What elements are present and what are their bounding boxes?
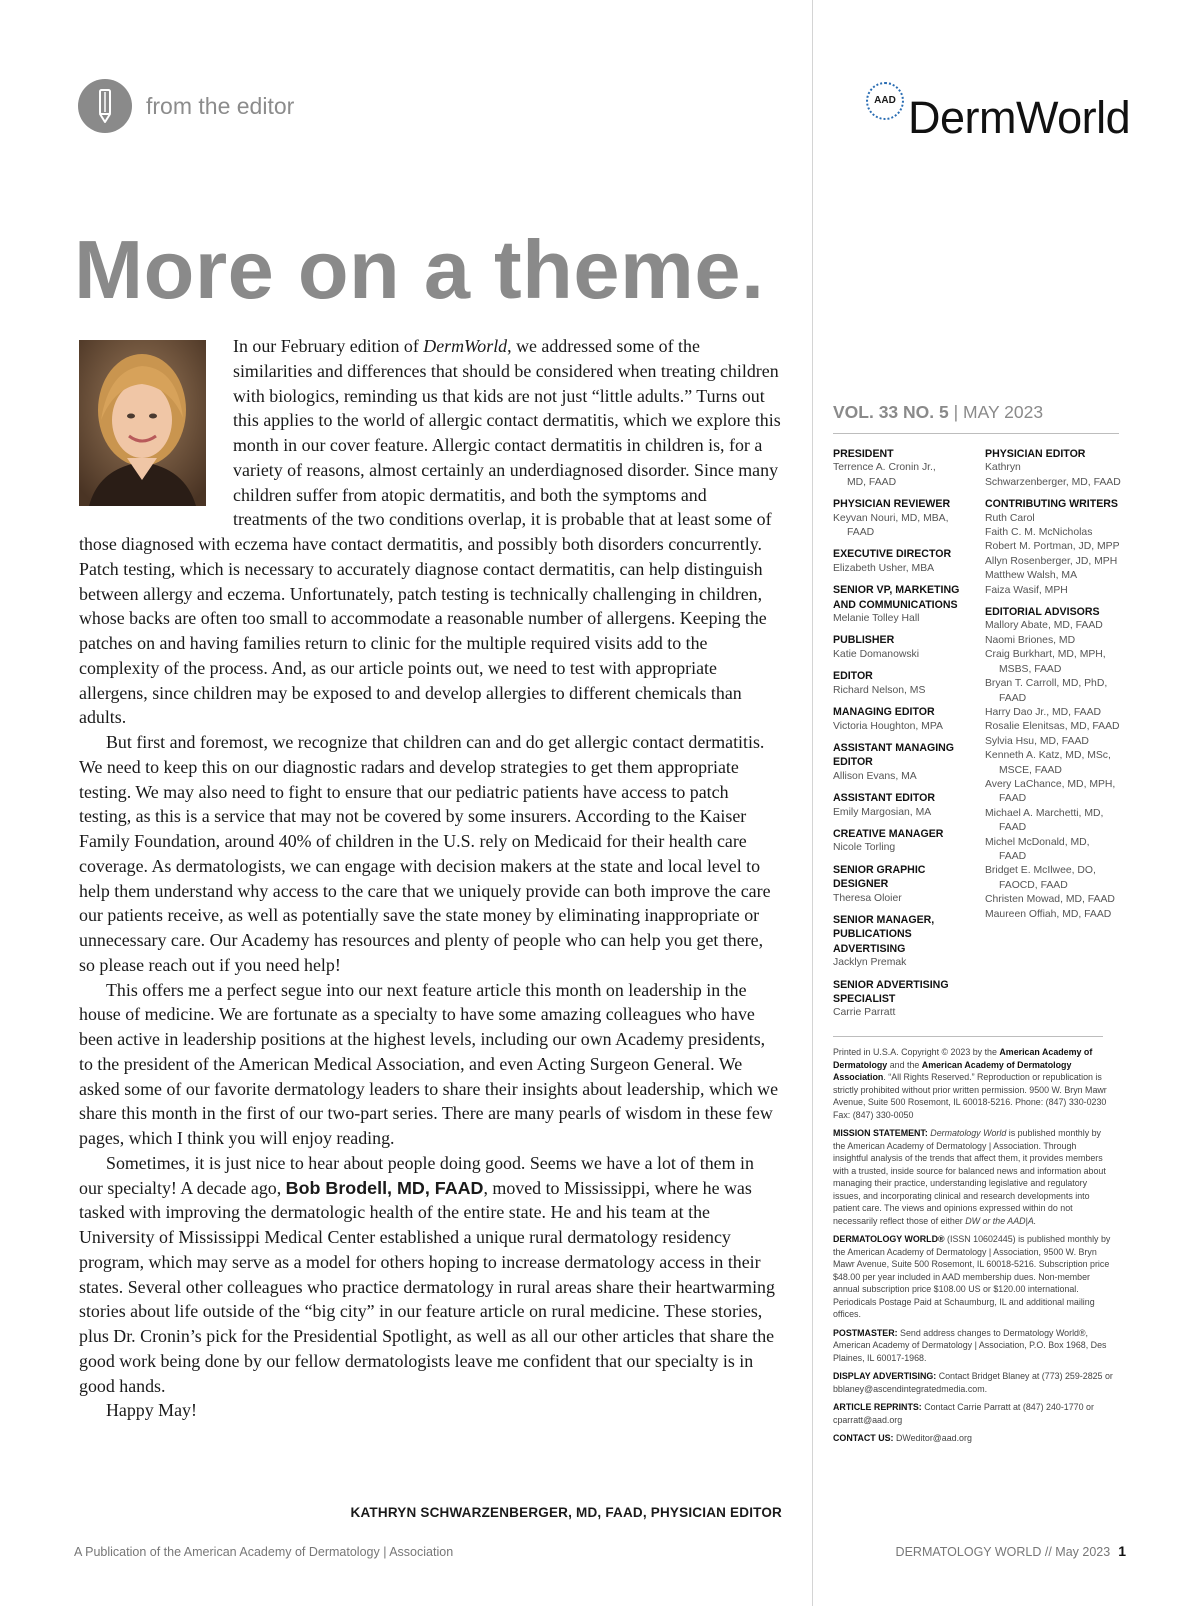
- masthead-name: Jacklyn Premak: [833, 957, 907, 969]
- masthead-name: Victoria Houghton, MPA: [833, 720, 943, 732]
- masthead-role: CREATIVE MANAGER: [833, 827, 944, 840]
- masthead-group: [833, 741, 975, 784]
- masthead-name: Ruth Carol: [985, 512, 1035, 524]
- masthead-role: ASSISTANT MANAGING EDITOR: [833, 741, 955, 769]
- masthead-name: Robert M. Portman, JD, MPP: [985, 541, 1120, 553]
- masthead-group: [833, 497, 975, 540]
- masthead-name: Schwarzenberger, MD, FAAD: [985, 476, 1121, 488]
- dermworld-logo: [866, 78, 1162, 148]
- pencil-icon: [78, 79, 132, 133]
- masthead-name: Elizabeth Usher, MBA: [833, 562, 935, 574]
- masthead-group: [985, 497, 1145, 598]
- closing-line: Happy May!: [106, 1400, 197, 1421]
- masthead-group: [833, 447, 975, 490]
- masthead-name: Allison Evans, MA: [833, 770, 917, 782]
- masthead-name: Allyn Rosenberger, JD, MPH: [985, 555, 1118, 567]
- masthead-group: [833, 547, 975, 576]
- masthead-role: MANAGING EDITOR: [833, 706, 935, 719]
- page-number: 1: [1118, 1543, 1126, 1559]
- masthead-group: [833, 791, 975, 820]
- masthead-role: PHYSICIAN EDITOR: [985, 448, 1086, 460]
- paragraph: This offers me a perfect segue into our next feature article this month on leadership in the house of medicine. We are fortunate as a specialty to have some amazing colleagues who have been active in leadership positions at the highest levels, including our own Academy presidents, to the president of the American Medical Association, and even Acting Surgeon General. We asked some of our favorite dermatology leaders to share their insights about leadership, which we share this month in the first of our two-part series. There are many pearls of wisdom in these few pages, which I think you will enjoy reading.: [79, 979, 779, 1148]
- masthead-name: Melanie Tolley Hall: [833, 613, 920, 625]
- masthead-name: Bridget E. McIlwee, DO,: [985, 865, 1096, 877]
- masthead-role: EDITORIAL ADVISORS: [985, 606, 1100, 619]
- masthead-role: PRESIDENT: [833, 448, 894, 460]
- paragraph: But first and foremost, we recognize that children can and do get allergic contact dermatitis. We need to keep this on our diagnostic radars and develop strategies to get them appropriate testing. We may also need to fight to ensure that our pediatric patients have access to patch testing, as this is a service that may not be covered by some insurers. According to the Kaiser Family Foundation, around 40% of children in the U.S. rely on Medicaid for their health care coverage. As dermatologists, we can engage with decision makers at the state and local level to help them understand why access to the care that we uniquely provide can both improve the care our patients receive, as well as potentially save the state money by eliminating inappropriate or unnecessary care. Our Academy has resources and plenty of people who can help you get there, so please reach out if you need help!: [79, 732, 771, 975]
- masthead-name: Katie Domanowski: [833, 648, 920, 660]
- masthead-name: Richard Nelson, MS: [833, 684, 926, 696]
- issue-line: VOL. 33 NO. 5 | MAY 2023: [833, 402, 1044, 422]
- masthead-name: FAAD: [847, 527, 875, 539]
- masthead-role: SENIOR GRAPHIC DESIGNER: [833, 863, 926, 891]
- masthead-name: Nicole Torling: [833, 842, 896, 854]
- masthead-name: Craig Burkhart, MD, MPH,: [985, 649, 1106, 661]
- masthead-group: [985, 447, 1145, 490]
- footer-issue: DERMATOLOGY WORLD // May 2023 1: [895, 1543, 1126, 1559]
- masthead-name: FAOCD, FAAD: [999, 879, 1068, 891]
- masthead-role: SENIOR VP, MARKETING AND COMMUNICATIONS: [833, 584, 960, 611]
- masthead-name: Terrence A. Cronin Jr.,: [833, 462, 936, 474]
- logo-text: DermWorld: [908, 92, 1131, 143]
- masthead-name: Kathryn: [985, 462, 1021, 474]
- masthead-name: Rosalie Elenitsas, MD, FAAD: [985, 721, 1120, 733]
- masthead-name: Kenneth A. Katz, MD, MSc,: [985, 750, 1111, 762]
- masthead-role: SENIOR MANAGER, PUBLICATIONS ADVERTISING: [833, 913, 935, 955]
- aad-badge-icon: AAD: [866, 82, 904, 120]
- masthead-name: FAAD: [999, 793, 1027, 805]
- masthead-group: [833, 705, 975, 734]
- masthead-staff: [833, 447, 975, 1028]
- masthead-group: [833, 913, 975, 971]
- masthead-name: Matthew Walsh, MA: [985, 570, 1077, 582]
- masthead-editors: [985, 447, 1145, 929]
- masthead-name: MD, FAAD: [847, 476, 897, 488]
- editor-signature: KATHRYN SCHWARZENBERGER, MD, FAAD, PHYSICIAN EDITOR: [350, 1505, 782, 1520]
- masthead-name: MSCE, FAAD: [999, 764, 1062, 776]
- masthead-name: Michel McDonald, MD,: [985, 836, 1090, 848]
- divider: [833, 1036, 1103, 1037]
- masthead-name: Mallory Abate, MD, FAAD: [985, 620, 1103, 632]
- page-title: More on a theme.: [74, 223, 765, 316]
- masthead-role: SENIOR ADVERTISING SPECIALIST: [833, 978, 949, 1005]
- masthead-group: [833, 633, 975, 662]
- masthead-group: [833, 669, 975, 698]
- masthead-group: [833, 827, 975, 856]
- legal-notices: Printed in U.S.A. Copyright © 2023 by the American Academy of Dermatology and the American Academy of Dermatology Association. “All Rights Reserved.” Reproduction or republication is strictly prohibited without prior written permission. 9500 W. Bryn Mawr Avenue, Suite 500 Rosemont, IL 60018-5216. Phone: (847) 330-0230 Fax: (847) 330-0050 MISSION STATEMENT: Dermatology World is published monthly by the American Academy of Dermatology | Association. Through insightful analysis of the trends that affect them, it provides members with a trusted, inside source for balanced news and information about managing their practice, understanding legislative and regulatory issues, and incorporating clinical and research developments into patient care. The views and opinions expressed within do not necessarily reflect those of either DW or the AAD|A. DERMATOLOGY WORLD® (ISSN 10602445) is published monthly by the American Academy of Dermatology | Association, 9500 W. Bryn Mawr Avenue, Suite 500 Rosemont, IL 60018-5216. Subscription price $48.00 per year included in AAD membership dues. Non-member annual subscription price $108.00 US or $120.00 international. Periodicals Postage Paid at Schaumburg, IL and additional mailing offices. POSTMASTER: Send address changes to Dermatology World®, American Academy of Dermatology | Association, P.O. Box 1968, Des Plaines, IL 60017-1968. DISPLAY ADVERTISING: Contact Bridget Blaney at (773) 259-2825 or bblaney@ascendintegratedmedia.com. ARTICLE REPRINTS: Contact Carrie Parratt at (847) 240-1770 or cparratt@aad.org CONTACT US: DWeditor@aad.org: [833, 1047, 1113, 1443]
- masthead-name: Harry Dao Jr., MD, FAAD: [985, 706, 1102, 718]
- masthead-name: MSBS, FAAD: [999, 663, 1062, 675]
- masthead-name: FAAD: [999, 850, 1027, 862]
- masthead-name: FAAD: [999, 692, 1027, 704]
- section-header: [78, 78, 294, 134]
- masthead-name: Maureen Offiah, MD, FAAD: [985, 908, 1112, 920]
- masthead-group: [833, 978, 975, 1021]
- masthead-name: Christen Mowad, MD, FAAD: [985, 894, 1115, 906]
- article-body: In our February edition of DermWorld, we addressed some of the similarities and differences that should be considered when treating children with biologics, reminding us that kids are not just “little adults.” Turns out this applies to the world of allergic contact dermatitis, which we explore this month in our cover feature. Allergic contact dermatitis in children is, for a variety of reasons, almost certainly an underdiagnosed disorder. Since many children suffer from atopic dermatitis, and both the symptoms and treatments of the two conditions overlap, it is probable that at least some of those diagnosed with eczema have contact dermatitis, and possibly both disorders concurrently. Patch testing, which is necessary to accurately diagnose contact dermatitis, can help distinguish between allergy and eczema. Unfortunately, patch testing is technically challenging in children, whose backs are often too small to accommodate a reasonable number of allergens. Keeping the patches on and having families return to clinic for the multiple required visits add to the complexity of the process. And, as our article points out, we need to test with appropriate allergens, since children may be exposed to and develop allergies to different chemicals than adults. But first and foremost, we recognize that children can and do get allergic contact dermatitis. We need to keep this on our diagnostic radars and develop strategies to get them appropriate testing. We may also need to fight to ensure that our pediatric patients have access to patch testing, as this is a service that may not be covered by some insurers. According to the Kaiser Family Foundation, around 40% of children in the U.S. rely on Medicaid for their health care coverage. As dermatologists, we can engage with decision makers at the state and local level to help them understand why access to the care that we uniquely provide can both improve the care our patients receive, as well as potentially save the state money by eliminating inappropriate or unnecessary care. Our Academy has resources and plenty of people who can help you get there, so please reach out if you need help! This offers me a perfect segue into our next feature article this month on leadership in the house of medicine. We are fortunate as a specialty to have some amazing colleagues who have been active in leadership positions at the highest levels, including our own Academy presidents, to the president of the American Medical Association, and even Acting Surgeon General. We asked some of our favorite dermatology leaders to share their insights about leadership, which we share this month in the first of our two-part series. There are many pearls of wisdom in these few pages, which I think you will enjoy reading. Sometimes, it is just nice to hear about people doing good. Seems we have a lot of them in our specialty! A decade ago, Bob Brodell, MD, FAAD, moved to Mississippi, where he was tasked with improving the dermatologic health of the entire state. He and his team at the University of Mississippi Medical Center established a unique rural dermatology residency program, which may serve as a model for others hoping to increase dermatology access in their states. Several other colleagues who practice dermatology in rural areas share their heartwarming stories about life outside of the “big city” in our feature article on rural medicine. These stories, plus Dr. Cronin’s pick for the Presidential Spotlight, as well as all our other articles that share the good work being done by our fellow dermatologists leave me confident that our specialty is in good hands. Happy May!: [79, 334, 782, 1423]
- masthead-group: [833, 863, 975, 906]
- masthead-name: Avery LaChance, MD, MPH,: [985, 778, 1116, 790]
- masthead-name: Michael A. Marchetti, MD,: [985, 807, 1104, 819]
- editor-portrait: [79, 340, 206, 506]
- masthead-group: [985, 605, 1145, 922]
- masthead-name: Faith C. M. McNicholas: [985, 527, 1093, 539]
- masthead-role: EDITOR: [833, 670, 873, 683]
- column-divider: [812, 0, 813, 1606]
- masthead-role: ASSISTANT EDITOR: [833, 792, 936, 805]
- masthead-name: Faiza Wasif, MPH: [985, 584, 1068, 596]
- masthead-group: [833, 583, 975, 626]
- masthead-name: Carrie Parratt: [833, 1007, 896, 1019]
- masthead-role: PUBLISHER: [833, 634, 895, 647]
- masthead-name: Sylvia Hsu, MD, FAAD: [985, 735, 1089, 747]
- masthead-name: Naomi Briones, MD: [985, 634, 1076, 646]
- footer-publication: A Publication of the American Academy of Dermatology | Association: [74, 1545, 454, 1559]
- masthead-name: Theresa Oloier: [833, 892, 902, 904]
- section-label: from the editor: [146, 92, 295, 119]
- masthead-name: Emily Margosian, MA: [833, 806, 932, 818]
- masthead-role: CONTRIBUTING WRITERS: [985, 498, 1119, 511]
- masthead-name: Keyvan Nouri, MD, MBA,: [833, 512, 949, 524]
- masthead-name: Bryan T. Carroll, MD, PhD,: [985, 678, 1108, 690]
- divider: [833, 433, 1119, 434]
- masthead-name: FAAD: [999, 822, 1027, 834]
- masthead-role: PHYSICIAN REVIEWER: [833, 498, 951, 511]
- masthead-role: EXECUTIVE DIRECTOR: [833, 548, 952, 561]
